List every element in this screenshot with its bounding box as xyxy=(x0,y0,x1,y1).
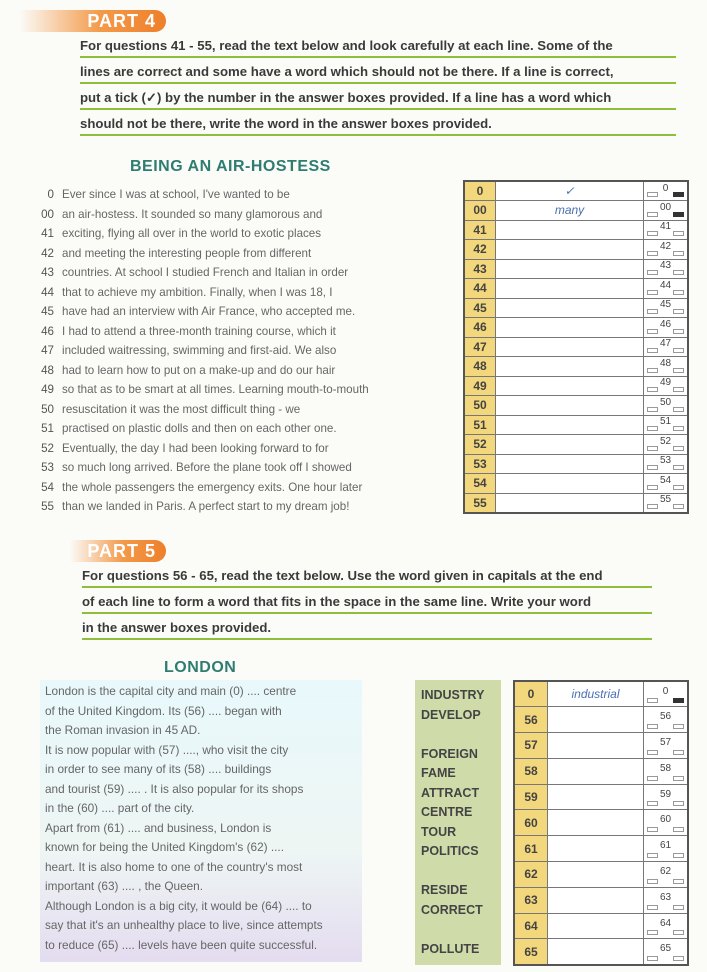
marking-box xyxy=(644,357,689,377)
answer-row xyxy=(464,240,688,260)
answer-row xyxy=(464,396,688,416)
text-line: London is the capital city and main (0) .... centre xyxy=(45,684,297,698)
word-prompt: TOUR xyxy=(421,824,457,839)
text-line xyxy=(41,324,336,338)
answer-box[interactable] xyxy=(496,474,644,494)
line-number: 43 xyxy=(41,266,54,279)
mark-slot xyxy=(647,853,658,858)
mark-slot xyxy=(647,348,658,353)
mark-slot xyxy=(673,465,684,470)
line-text: an air-hostess. It sounded so many glamorous and xyxy=(62,207,323,221)
line-text: than we landed in Paris. A perfect start to my dream job! xyxy=(62,500,350,513)
line-text: so much long arrived. Before the plane took off I showed xyxy=(62,461,352,474)
marking-box xyxy=(644,758,689,784)
answer-box[interactable] xyxy=(496,318,644,338)
text-line xyxy=(41,207,323,221)
line-number: 51 xyxy=(41,422,54,435)
text-line: Although London is a big city, it would be (64) .... to xyxy=(45,898,312,913)
instruction-line: put a tick (✓) by the number in the answer boxes provided. If a line has a word which xyxy=(80,86,676,110)
question-number: 56 xyxy=(514,707,548,733)
text-line: It is now popular with (57) ...., who visit the city xyxy=(45,742,289,757)
text-line xyxy=(41,285,333,299)
text-line: and tourist (59) .... . It is also popular for its shops xyxy=(45,781,304,796)
answer-row xyxy=(464,435,688,455)
text-line xyxy=(41,461,352,474)
text-line: say that it's an unhealthy place to live, since attempts xyxy=(45,918,323,932)
marking-box xyxy=(644,201,689,221)
line-number: 50 xyxy=(41,402,54,416)
line-text: that to achieve my ambition. Finally, when I was 18, I xyxy=(62,285,333,299)
mark-slot xyxy=(647,465,658,470)
mark-slot xyxy=(647,270,658,275)
text-line xyxy=(41,266,349,279)
mark-slot xyxy=(673,776,684,781)
instruction-line: For questions 56 - 65, read the text below. Use the word given in capitals at the end xyxy=(82,564,652,588)
text-line xyxy=(41,441,329,455)
mark-slot xyxy=(647,879,658,884)
mark-slot xyxy=(647,212,658,217)
line-text: Eventually, the day I had been looking forward to for xyxy=(62,441,329,455)
line-number: 49 xyxy=(41,383,54,396)
text-line: in the (60) .... part of the city. xyxy=(45,801,195,815)
question-number: 42 xyxy=(464,240,496,260)
question-number: 57 xyxy=(514,733,548,759)
mark-slot xyxy=(673,407,684,412)
marking-number: 0 xyxy=(662,685,669,697)
mark-slot xyxy=(673,504,684,509)
mark-slot xyxy=(673,879,684,884)
answer-box[interactable] xyxy=(496,337,644,357)
question-number: 0 xyxy=(514,681,548,707)
mark-slot xyxy=(673,905,684,910)
mark-slot xyxy=(673,212,684,217)
part4-title: BEING AN AIR-HOSTESS xyxy=(130,158,331,175)
word-prompt: DEVELOP xyxy=(421,707,481,722)
marking-number: 46 xyxy=(659,318,672,330)
marking-number: 43 xyxy=(659,260,672,272)
answer-box[interactable] xyxy=(496,415,644,435)
marking-box xyxy=(644,181,689,201)
question-number: 45 xyxy=(464,298,496,318)
marking-box xyxy=(644,435,689,455)
mark-slot xyxy=(673,724,684,729)
answer-box[interactable] xyxy=(548,733,644,759)
mark-slot xyxy=(647,504,658,509)
instruction-line: lines are correct and some have a word which should not be there. If a line is correct, xyxy=(80,60,676,84)
mark-slot xyxy=(673,192,684,197)
instruction-line: in the answer boxes provided. xyxy=(82,616,652,640)
mark-slot xyxy=(647,776,658,781)
answer-box[interactable]: ✓ xyxy=(496,181,644,201)
mark-slot xyxy=(673,329,684,334)
text-line: the Roman invasion in 45 AD. xyxy=(45,723,201,737)
marking-box xyxy=(644,474,689,494)
question-number: 53 xyxy=(464,454,496,474)
marking-box xyxy=(644,810,689,836)
mark-slot xyxy=(673,750,684,755)
marking-number: 48 xyxy=(659,357,672,369)
word-prompt: POLLUTE xyxy=(421,941,480,956)
text-line xyxy=(41,383,369,396)
question-number: 44 xyxy=(464,279,496,299)
line-number: 53 xyxy=(41,461,54,474)
marking-box xyxy=(644,681,689,707)
mark-slot xyxy=(647,387,658,392)
marking-number: 42 xyxy=(659,240,672,252)
line-text: practised on plastic dolls and then on each other one. xyxy=(62,422,337,435)
part4-badge: PART 4 xyxy=(20,10,166,32)
text-line: Apart from (61) .... and business, London is xyxy=(45,820,272,835)
question-number: 61 xyxy=(514,836,548,862)
mark-slot xyxy=(647,827,658,832)
mark-slot xyxy=(647,251,658,256)
question-number: 64 xyxy=(514,913,548,939)
marking-number: 00 xyxy=(659,201,672,213)
line-text: the whole passengers the emergency exits. One hour later xyxy=(62,480,363,494)
question-number: 62 xyxy=(514,862,548,888)
marking-box xyxy=(644,298,689,318)
question-number: 43 xyxy=(464,259,496,279)
answer-row xyxy=(464,454,688,474)
mark-slot xyxy=(673,348,684,353)
marking-number: 47 xyxy=(659,338,672,350)
answer-box[interactable] xyxy=(496,357,644,377)
text-line xyxy=(41,500,350,513)
part5-instructions xyxy=(82,564,652,642)
answer-row xyxy=(514,810,688,836)
marking-number: 56 xyxy=(659,711,672,723)
line-number: 42 xyxy=(41,246,54,260)
question-number: 58 xyxy=(514,758,548,784)
answer-row xyxy=(514,681,688,707)
marking-box xyxy=(644,240,689,260)
answer-row xyxy=(464,415,688,435)
answer-row xyxy=(514,758,688,784)
question-number: 51 xyxy=(464,415,496,435)
line-text: Ever since I was at school, I've wanted to be xyxy=(62,188,290,201)
mark-slot xyxy=(673,251,684,256)
line-text: so that as to be smart at all times. Learning mouth-to-mouth xyxy=(62,383,369,396)
text-line: heart. It is also home to one of the country's most xyxy=(45,859,303,874)
mark-slot xyxy=(647,231,658,236)
line-text: and meeting the interesting people from different xyxy=(62,246,312,260)
marking-number: 41 xyxy=(659,221,672,233)
mark-slot xyxy=(673,231,684,236)
answer-row xyxy=(464,376,688,396)
mark-slot xyxy=(647,309,658,314)
marking-number: 64 xyxy=(659,917,672,929)
answer-box[interactable] xyxy=(548,862,644,888)
mark-slot xyxy=(673,387,684,392)
mark-slot xyxy=(647,407,658,412)
answer-box[interactable] xyxy=(548,913,644,939)
marking-box xyxy=(644,415,689,435)
mark-slot xyxy=(673,446,684,451)
part5-title: LONDON xyxy=(164,659,237,676)
marking-box xyxy=(644,337,689,357)
text-line xyxy=(41,422,337,435)
text-line: known for being the United Kingdom's (62) .... xyxy=(45,840,284,854)
marking-box xyxy=(644,887,689,913)
marking-box xyxy=(644,279,689,299)
answer-box[interactable] xyxy=(548,784,644,810)
marking-number: 60 xyxy=(659,814,672,826)
text-line xyxy=(47,188,290,201)
mark-slot xyxy=(647,368,658,373)
mark-slot xyxy=(647,905,658,910)
text-line: in order to see many of its (58) .... buildings xyxy=(45,762,272,776)
marking-box xyxy=(644,862,689,888)
answer-box[interactable]: many xyxy=(496,201,644,221)
mark-slot xyxy=(673,368,684,373)
answer-row xyxy=(514,913,688,939)
mark-slot xyxy=(647,930,658,935)
instruction-line: of each line to form a word that fits in the space in the same line. Write your word xyxy=(82,590,652,614)
text-line: of the United Kingdom. Its (56) .... began with xyxy=(45,703,282,718)
word-prompt: POLITICS xyxy=(421,844,479,858)
text-line xyxy=(41,227,322,240)
question-number: 41 xyxy=(464,220,496,240)
mark-slot xyxy=(673,270,684,275)
mark-slot xyxy=(673,290,684,295)
question-number: 48 xyxy=(464,357,496,377)
word-prompt: CENTRE xyxy=(421,805,473,819)
mark-slot xyxy=(673,827,684,832)
marking-number: 63 xyxy=(659,891,672,903)
word-prompt: FAME xyxy=(421,766,456,780)
text-line xyxy=(41,480,363,494)
line-number: 55 xyxy=(41,500,54,513)
mark-slot xyxy=(673,930,684,935)
marking-number: 52 xyxy=(659,435,672,447)
answer-row xyxy=(514,887,688,913)
question-number: 59 xyxy=(514,784,548,810)
word-prompt: INDUSTRY xyxy=(421,688,485,702)
mark-slot xyxy=(647,329,658,334)
mark-slot xyxy=(647,426,658,431)
answer-box[interactable] xyxy=(496,220,644,240)
marking-box xyxy=(644,396,689,416)
marking-box xyxy=(644,318,689,338)
marking-number: 49 xyxy=(659,377,672,389)
answer-box[interactable]: industrial xyxy=(548,681,644,707)
text-line xyxy=(41,246,312,260)
marking-box xyxy=(644,836,689,862)
answer-box[interactable] xyxy=(548,810,644,836)
mark-slot xyxy=(647,956,658,961)
question-number: 46 xyxy=(464,318,496,338)
mark-slot xyxy=(647,290,658,295)
marking-box xyxy=(644,376,689,396)
mark-slot xyxy=(673,485,684,490)
marking-number: 62 xyxy=(659,865,672,877)
answer-box[interactable] xyxy=(496,298,644,318)
answer-row xyxy=(464,259,688,279)
question-number: 47 xyxy=(464,337,496,357)
answer-row xyxy=(464,201,688,221)
part5-badge: PART 5 xyxy=(70,540,166,562)
part4-instructions xyxy=(80,34,676,138)
question-number: 65 xyxy=(514,939,548,965)
answer-row xyxy=(464,357,688,377)
line-text: have had an interview with Air France, who accepted me. xyxy=(62,305,356,318)
marking-number: 59 xyxy=(659,788,672,800)
marking-box xyxy=(644,259,689,279)
mark-slot xyxy=(673,698,684,703)
marking-box xyxy=(644,707,689,733)
word-prompt: CORRECT xyxy=(421,902,483,917)
part5-answer-table xyxy=(513,680,689,966)
answer-row xyxy=(464,474,688,494)
word-list xyxy=(415,680,501,965)
line-number: 44 xyxy=(41,285,54,299)
line-number: 54 xyxy=(41,480,54,494)
marking-box xyxy=(644,784,689,810)
answer-box[interactable] xyxy=(496,376,644,396)
question-number: 00 xyxy=(464,201,496,221)
answer-box[interactable] xyxy=(548,707,644,733)
question-number: 49 xyxy=(464,376,496,396)
answer-row xyxy=(514,939,688,965)
line-number: 48 xyxy=(41,363,54,377)
marking-box xyxy=(644,454,689,474)
line-text: resuscitation it was the most difficult thing - we xyxy=(62,402,301,416)
answer-row xyxy=(464,181,688,201)
answer-row xyxy=(464,298,688,318)
answer-box[interactable] xyxy=(496,435,644,455)
word-prompt: RESIDE xyxy=(421,883,468,897)
marking-number: 45 xyxy=(659,299,672,311)
line-text: countries. At school I studied French and Italian in order xyxy=(62,266,349,279)
answer-row xyxy=(464,318,688,338)
text-line xyxy=(41,344,337,357)
marking-box xyxy=(644,493,689,513)
marking-number: 53 xyxy=(659,455,672,467)
text-line: to reduce (65) .... levels have been quite successful. xyxy=(45,937,318,952)
answer-box[interactable] xyxy=(496,493,644,513)
mark-slot xyxy=(673,801,684,806)
answer-box[interactable] xyxy=(548,887,644,913)
mark-slot xyxy=(673,426,684,431)
answer-box[interactable] xyxy=(548,758,644,784)
text-line xyxy=(41,402,301,416)
line-text: had to learn how to put on a make-up and do our hair xyxy=(62,363,336,377)
answer-box[interactable] xyxy=(548,939,644,965)
answer-row xyxy=(464,279,688,299)
line-number: 00 xyxy=(41,207,54,221)
answer-row xyxy=(464,220,688,240)
marking-number: 51 xyxy=(659,416,672,428)
line-text: included waitressing, swimming and first-aid. We also xyxy=(62,344,337,357)
line-text: I had to attend a three-month training course, which it xyxy=(62,324,336,338)
answer-box[interactable] xyxy=(496,454,644,474)
text-line xyxy=(41,305,356,318)
marking-number: 0 xyxy=(662,182,669,194)
text-line xyxy=(41,363,336,377)
instruction-line: For questions 41 - 55, read the text below and look carefully at each line. Some of the xyxy=(80,34,676,58)
mark-slot xyxy=(647,192,658,197)
marking-number: 50 xyxy=(659,396,672,408)
line-number: 46 xyxy=(41,324,54,338)
marking-box xyxy=(644,220,689,240)
answer-row xyxy=(464,337,688,357)
answer-row xyxy=(514,733,688,759)
text-line: important (63) .... , the Queen. xyxy=(45,879,204,893)
answer-box[interactable] xyxy=(496,279,644,299)
word-prompt: FOREIGN xyxy=(421,746,478,761)
question-number: 63 xyxy=(514,887,548,913)
marking-number: 55 xyxy=(659,494,672,505)
mark-slot xyxy=(647,698,658,703)
line-number: 52 xyxy=(41,441,54,455)
answer-row xyxy=(514,707,688,733)
marking-number: 57 xyxy=(659,736,672,748)
question-number: 52 xyxy=(464,435,496,455)
line-text: exciting, flying all over in the world to exotic places xyxy=(62,227,322,240)
marking-number: 61 xyxy=(659,840,672,852)
marking-number: 54 xyxy=(659,474,672,486)
marking-box xyxy=(644,733,689,759)
answer-row xyxy=(514,862,688,888)
marking-box xyxy=(644,939,689,965)
line-number: 41 xyxy=(41,227,54,240)
question-number: 55 xyxy=(464,493,496,513)
part4-answer-table xyxy=(463,180,689,514)
question-number: 54 xyxy=(464,474,496,494)
mark-slot xyxy=(647,446,658,451)
marking-number: 44 xyxy=(659,279,672,291)
mark-slot xyxy=(673,309,684,314)
answer-box[interactable] xyxy=(496,259,644,279)
mark-slot xyxy=(673,853,684,858)
mark-slot xyxy=(673,956,684,961)
mark-slot xyxy=(647,750,658,755)
line-number: 0 xyxy=(47,188,54,201)
answer-row xyxy=(514,836,688,862)
line-number: 47 xyxy=(41,344,54,357)
answer-box[interactable] xyxy=(548,836,644,862)
line-number: 45 xyxy=(41,305,54,318)
mark-slot xyxy=(647,801,658,806)
mark-slot xyxy=(647,724,658,729)
marking-box xyxy=(644,913,689,939)
marking-number: 58 xyxy=(659,762,672,774)
answer-box[interactable] xyxy=(496,240,644,260)
instruction-line: should not be there, write the word in the answer boxes provided. xyxy=(80,112,676,136)
question-number: 0 xyxy=(464,181,496,201)
word-prompt: ATTRACT xyxy=(421,785,480,800)
question-number: 50 xyxy=(464,396,496,416)
question-number: 60 xyxy=(514,810,548,836)
marking-number: 65 xyxy=(659,943,672,955)
answer-row xyxy=(464,493,688,513)
answer-row xyxy=(514,784,688,810)
answer-box[interactable] xyxy=(496,396,644,416)
mark-slot xyxy=(647,485,658,490)
